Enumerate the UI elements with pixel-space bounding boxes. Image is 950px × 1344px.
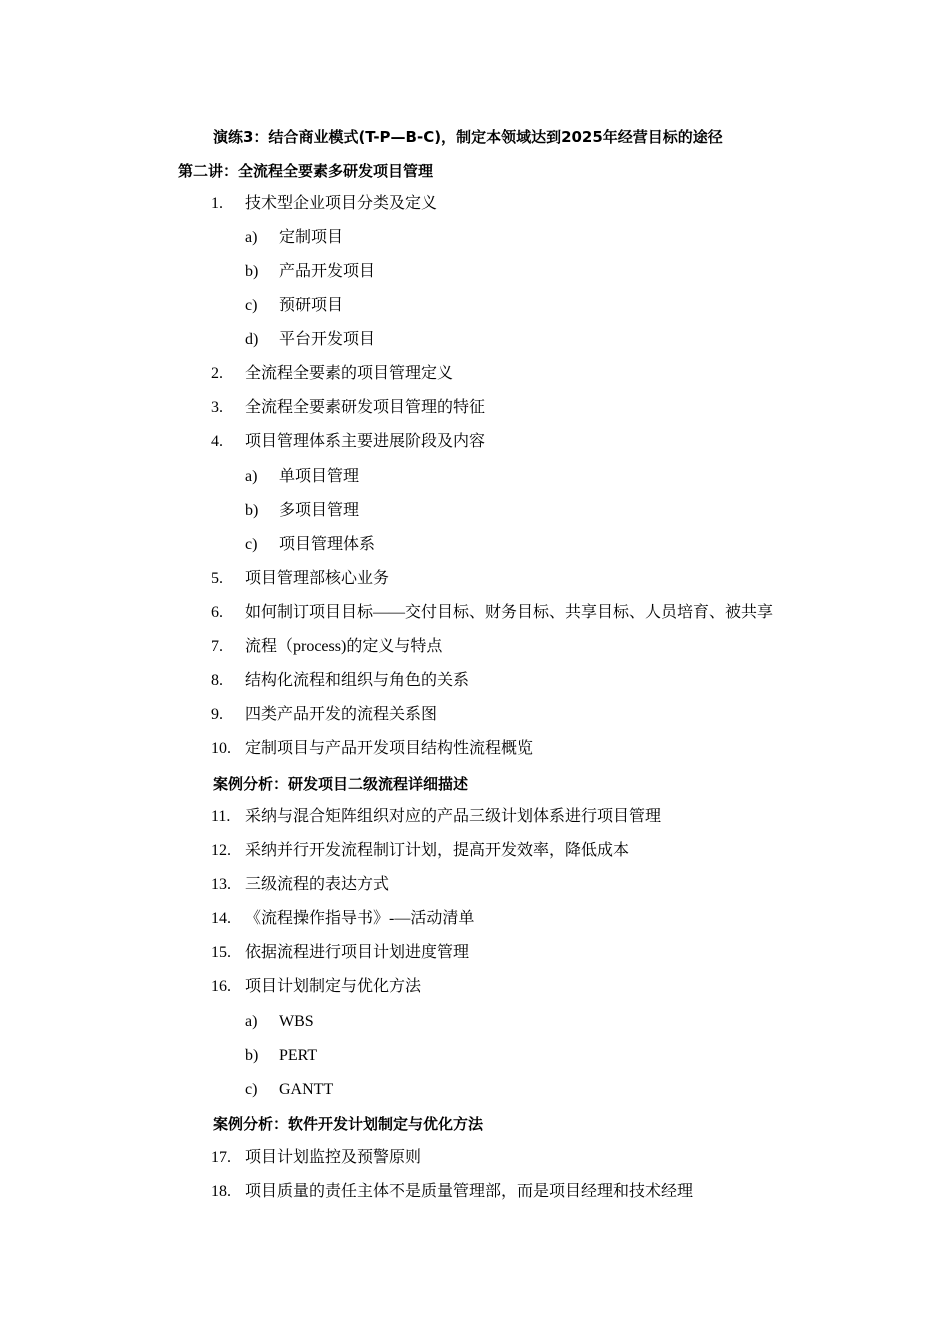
item-number: 17.: [211, 1149, 231, 1166]
case-analysis-heading-2: 案例分析：软件开发计划制定与优化方法: [213, 1115, 484, 1133]
item-text: 依据流程进行项目计划进度管理: [245, 944, 470, 961]
item-number: c): [245, 536, 258, 553]
item-text: 预研项目: [279, 297, 344, 314]
item-number: a): [245, 468, 258, 485]
item-number: b): [245, 502, 259, 519]
item-text: 定制项目与产品开发项目结构性流程概览: [245, 740, 534, 757]
item-text: 多项目管理: [279, 502, 360, 519]
item-number: 14.: [211, 910, 231, 927]
item-text: 单项目管理: [279, 468, 360, 485]
item-number: a): [245, 229, 258, 246]
item-number: 11.: [211, 808, 231, 825]
item-number: 2.: [211, 365, 223, 382]
item-text: 结构化流程和组织与角色的关系: [245, 672, 470, 689]
item-text: 产品开发项目: [279, 263, 376, 280]
item-number: 12.: [211, 842, 231, 859]
item-text: GANTT: [279, 1081, 334, 1098]
item-number: 8.: [211, 672, 223, 689]
item-text: 项目质量的责任主体不是质量管理部，而是项目经理和技术经理: [245, 1183, 694, 1200]
item-number: 9.: [211, 706, 223, 723]
item-number: c): [245, 297, 258, 314]
item-number: 7.: [211, 638, 223, 655]
item-text: 项目管理部核心业务: [245, 570, 390, 587]
item-number: d): [245, 331, 259, 348]
item-number: 4.: [211, 433, 223, 450]
item-number: 16.: [211, 978, 231, 995]
item-number: b): [245, 263, 259, 280]
item-text: 全流程全要素研发项目管理的特征: [245, 399, 486, 416]
item-text: WBS: [279, 1013, 314, 1030]
item-text: 平台开发项目: [279, 331, 376, 348]
lecture-heading: 第二讲：全流程全要素多研发项目管理: [178, 162, 434, 180]
item-text: 流程（process)的定义与特点: [245, 638, 443, 655]
item-text: 全流程全要素的项目管理定义: [245, 365, 454, 382]
item-number: 18.: [211, 1183, 231, 1200]
case-analysis-heading-1: 案例分析：研发项目二级流程详细描述: [213, 775, 469, 793]
exercise-heading: 演练3：结合商业模式(T-P—B-C)，制定本领域达到2025年经营目标的途径: [213, 128, 723, 146]
item-text: 四类产品开发的流程关系图: [245, 706, 438, 723]
item-number: c): [245, 1081, 258, 1098]
item-text: 如何制订项目目标——交付目标、财务目标、共享目标、人员培育、被共享: [245, 604, 774, 621]
item-number: b): [245, 1047, 259, 1064]
item-text: 项目计划监控及预警原则: [245, 1149, 422, 1166]
item-text: 三级流程的表达方式: [245, 876, 390, 893]
item-number: 3.: [211, 399, 223, 416]
item-text: 项目管理体系主要进展阶段及内容: [245, 433, 486, 450]
item-text: 技术型企业项目分类及定义: [245, 195, 438, 212]
item-text: 《流程操作指导书》-—活动清单: [245, 910, 475, 927]
item-number: 1.: [211, 195, 223, 212]
item-number: 15.: [211, 944, 231, 961]
item-text: 定制项目: [279, 229, 344, 246]
item-text: 采纳并行开发流程制订计划，提高开发效率，降低成本: [245, 842, 630, 859]
item-number: 10.: [211, 740, 231, 757]
item-text: 项目管理体系: [279, 536, 376, 553]
item-number: 6.: [211, 604, 223, 621]
item-number: 13.: [211, 876, 231, 893]
item-text: 项目计划制定与优化方法: [245, 978, 422, 995]
item-text: 采纳与混合矩阵组织对应的产品三级计划体系进行项目管理: [245, 808, 662, 825]
item-number: a): [245, 1013, 258, 1030]
item-number: 5.: [211, 570, 223, 587]
item-text: PERT: [279, 1047, 318, 1064]
